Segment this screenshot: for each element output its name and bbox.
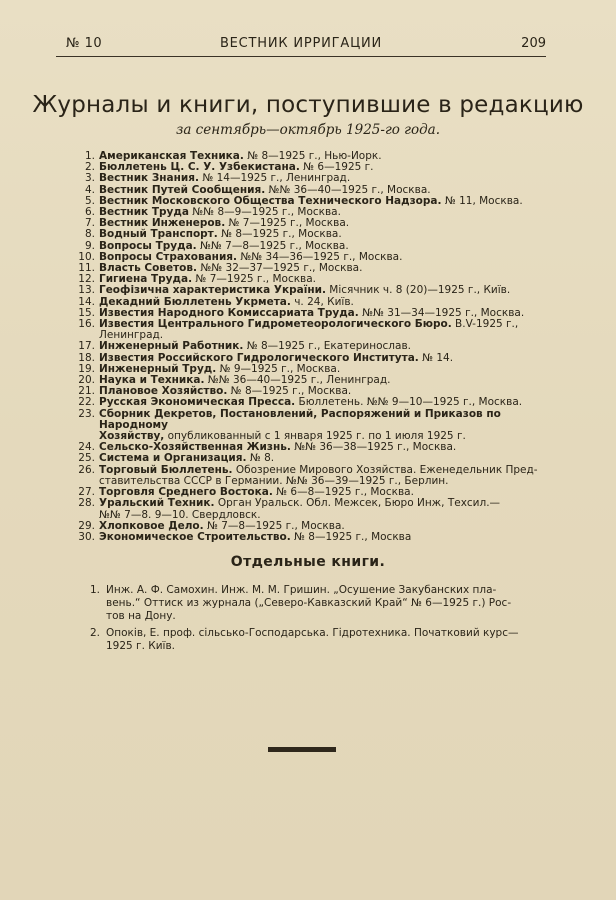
- periodical-details: Обозрение Мирового Хозяйства. Еженедельник Пред- ставительства СССР в Германии. №№ 36—39—1925 г., Берлин.: [99, 463, 538, 487]
- periodical-title: Торговый Бюллетень.: [99, 463, 233, 476]
- periodical-details: №№ 8—9—1925 г., Москва.: [188, 206, 341, 219]
- list-item: [78, 319, 558, 341]
- periodical-title: Вопросы Труда.: [99, 239, 197, 252]
- periodical-details: № 14—1925 г., Ленинград.: [198, 172, 351, 185]
- book-number: 1.: [89, 584, 100, 596]
- periodical-title: Инженерный Работник.: [99, 340, 244, 353]
- book-number: 2.: [89, 626, 100, 639]
- periodical-title: Вопросы Страхования.: [99, 250, 238, 263]
- list-item-number: 29.: [78, 519, 95, 532]
- list-item-number: 12.: [78, 273, 95, 286]
- periodical-details: ч. 24, Київ.: [290, 295, 354, 308]
- periodical-details: №№ 31—34—1925 г., Москва.: [358, 306, 525, 319]
- journal-name: ВЕСТНИК ИРРИГАЦИИ: [219, 36, 383, 51]
- list-item-number: 17.: [78, 340, 95, 353]
- list-item-text: [99, 532, 558, 543]
- periodical-title: Вестник Инженеров.: [99, 217, 226, 230]
- list-item-number: 4.: [84, 183, 95, 196]
- running-header: [56, 34, 546, 57]
- periodical-details: № 11, Москва.: [441, 194, 523, 207]
- book-item: [86, 627, 556, 653]
- list-item: [78, 465, 558, 487]
- periodical-details: №№ 32—37—1925 г., Москва.: [197, 262, 363, 275]
- periodical-details: № 6—8—1925 г., Москва.: [272, 486, 414, 499]
- list-item-text: [99, 498, 558, 520]
- list-item-number: 9.: [84, 239, 95, 252]
- periodical-details: Місячник ч. 8 (20)—1925 г., Київ.: [325, 284, 511, 297]
- list-item-number: 13.: [78, 284, 95, 297]
- periodical-title: Система и Организация.: [99, 452, 247, 465]
- list-item-number: 23.: [78, 407, 95, 420]
- periodical-title: Известия Российского Гидрологического Института.: [99, 351, 419, 364]
- periodical-details: № 14.: [418, 351, 454, 364]
- page-number: 209: [521, 36, 546, 51]
- periodical-details: № 9—1925 г., Москва.: [216, 362, 341, 375]
- list-item-number: 20.: [78, 374, 95, 387]
- periodical-details: № 7—1925 г., Москва.: [192, 273, 317, 286]
- periodical-title: Вестник Путей Сообщения.: [99, 183, 266, 196]
- list-item: [78, 498, 558, 520]
- list-item-number: 25.: [78, 452, 95, 465]
- list-item-number: 26.: [78, 463, 95, 476]
- periodical-details: № 7—8—1925 г., Москва.: [203, 519, 345, 532]
- list-item-number: 22.: [78, 396, 95, 409]
- list-item-number: 21.: [78, 385, 95, 398]
- books-list: [86, 584, 556, 656]
- periodical-title: Инженерный Труд.: [99, 362, 217, 375]
- list-item-number: 30.: [78, 530, 95, 543]
- periodical-title: Уральский Техник.: [99, 497, 215, 510]
- periodical-details: № 8—1925 г., Москва.: [227, 385, 352, 398]
- list-item-number: 3.: [84, 172, 95, 185]
- periodical-title: Русская Экономическая Пресса.: [99, 396, 296, 409]
- list-item: [78, 532, 558, 543]
- periodical-title: Торговля Среднего Востока.: [99, 486, 273, 499]
- list-item: [78, 409, 558, 443]
- list-item-number: 2.: [84, 161, 95, 174]
- book-text: Инж. А. Ф. Самохин. Инж. М. М. Гришин. „Осушение Закубанских пла- вень.“ Оттиск из журнала („Северо-Кавказский Край“ № 6—1925 г.) Рос- тов на Дону.: [106, 584, 512, 623]
- list-item-number: 8.: [84, 228, 95, 241]
- list-item-number: 19.: [78, 362, 95, 375]
- list-item-number: 10.: [78, 250, 95, 263]
- periodical-title: Известия Центрального Гидрометеорологического Бюро.: [99, 318, 452, 331]
- periodical-details: В.V-1925 г., Ленинград.: [99, 318, 519, 342]
- books-section-title: Отдельные книги.: [230, 554, 386, 570]
- list-item-number: 15.: [78, 306, 95, 319]
- periodical-title: Наука и Техника.: [99, 374, 205, 387]
- periodical-details: № 6—1925 г.: [299, 161, 374, 174]
- list-item-number: 14.: [78, 295, 95, 308]
- periodical-title: Экономическое Строительство.: [99, 530, 291, 543]
- periodical-title: Хлопковое Дело.: [99, 519, 204, 532]
- issue-number: № 10: [66, 36, 103, 51]
- periodical-title: Вестник Знания.: [99, 172, 199, 185]
- list-item-number: 24.: [78, 441, 95, 454]
- periodicals-list: [78, 151, 558, 543]
- closing-rule: [268, 747, 336, 752]
- periodical-details: № 8—1925 г., Москва: [290, 530, 412, 543]
- periodical-details: Орган Уральск. Обл. Межсек, Бюро Инж, Техсил.— №№ 7—8. 9—10. Свердловск.: [99, 497, 501, 521]
- list-item-number: 28.: [78, 497, 95, 510]
- periodical-details: опубликованный с 1 января 1925 г. по 1 июля 1925 г.: [164, 430, 466, 443]
- periodical-title: Гигиена Труда.: [99, 273, 193, 286]
- list-item-number: 6.: [84, 206, 95, 219]
- periodical-title: Сельско-Хозяйственная Жизнь.: [99, 441, 291, 454]
- list-item-number: 16.: [78, 318, 95, 331]
- periodical-details: № 8—1925 г., Екатеринослав.: [243, 340, 411, 353]
- periodical-title: Бюллетень Ц. С. У. Узбекистана.: [99, 161, 300, 174]
- periodical-details: № 7—1925 г., Москва.: [225, 217, 350, 230]
- periodical-details: №№ 7—8—1925 г., Москва.: [196, 239, 349, 252]
- periodical-title: Геофізична характеристика України.: [99, 284, 326, 297]
- periodical-title: Известия Народного Комиссариата Труда.: [99, 306, 359, 319]
- list-item-text: [99, 319, 558, 341]
- list-item-number: 27.: [78, 486, 95, 499]
- periodical-details: № 8.: [246, 452, 275, 465]
- page-title: Журналы и книги, поступившие в редакцию: [32, 92, 584, 118]
- periodical-details: №№ 36—40—1925 г., Москва.: [265, 183, 431, 196]
- periodical-title: Декадний Бюллетень Укрмета.: [99, 295, 291, 308]
- book-text: Опоків, Е. проф. сільсько-Господарська. Гідротехника. Початковий курс— 1925 г. Київ.: [106, 626, 519, 652]
- list-item-number: 5.: [84, 194, 95, 207]
- list-item-number: 18.: [78, 351, 95, 364]
- periodical-details: № 8—1925 г., Москва.: [217, 228, 342, 241]
- periodical-details: №№ 36—40—1925 г., Ленинград.: [204, 374, 391, 387]
- periodical-title: Вестник Московского Общества Технического Надзора.: [99, 194, 442, 207]
- list-item-text: [99, 409, 558, 443]
- list-item-text: [99, 465, 558, 487]
- periodical-details: №№ 34—36—1925 г., Москва.: [237, 250, 403, 263]
- periodical-title: Власть Советов.: [99, 262, 198, 275]
- list-item-number: 1.: [84, 150, 95, 162]
- periodical-details: Бюллетень. №№ 9—10—1925 г., Москва.: [295, 396, 523, 409]
- list-item-number: 7.: [84, 217, 95, 230]
- periodical-title: Водный Транспорт.: [99, 228, 218, 241]
- book-item: [86, 584, 556, 624]
- periodical-title: Сборник Декретов, Постановлений, Распоряжений и Приказов по Народному Хозяйству,: [99, 407, 501, 443]
- periodical-title: Американская Техника.: [99, 150, 244, 162]
- periodical-details: № 8—1925 г., Нью-Иорк.: [243, 150, 382, 162]
- periodical-title: Вестник Труда: [99, 206, 189, 219]
- periodical-details: №№ 36—38—1925 г., Москва.: [290, 441, 457, 454]
- page-subtitle: за сентябрь—октябрь 1925-го года.: [175, 122, 441, 138]
- periodical-title: Плановое Хозяйство.: [99, 385, 228, 398]
- list-item-number: 11.: [78, 262, 95, 275]
